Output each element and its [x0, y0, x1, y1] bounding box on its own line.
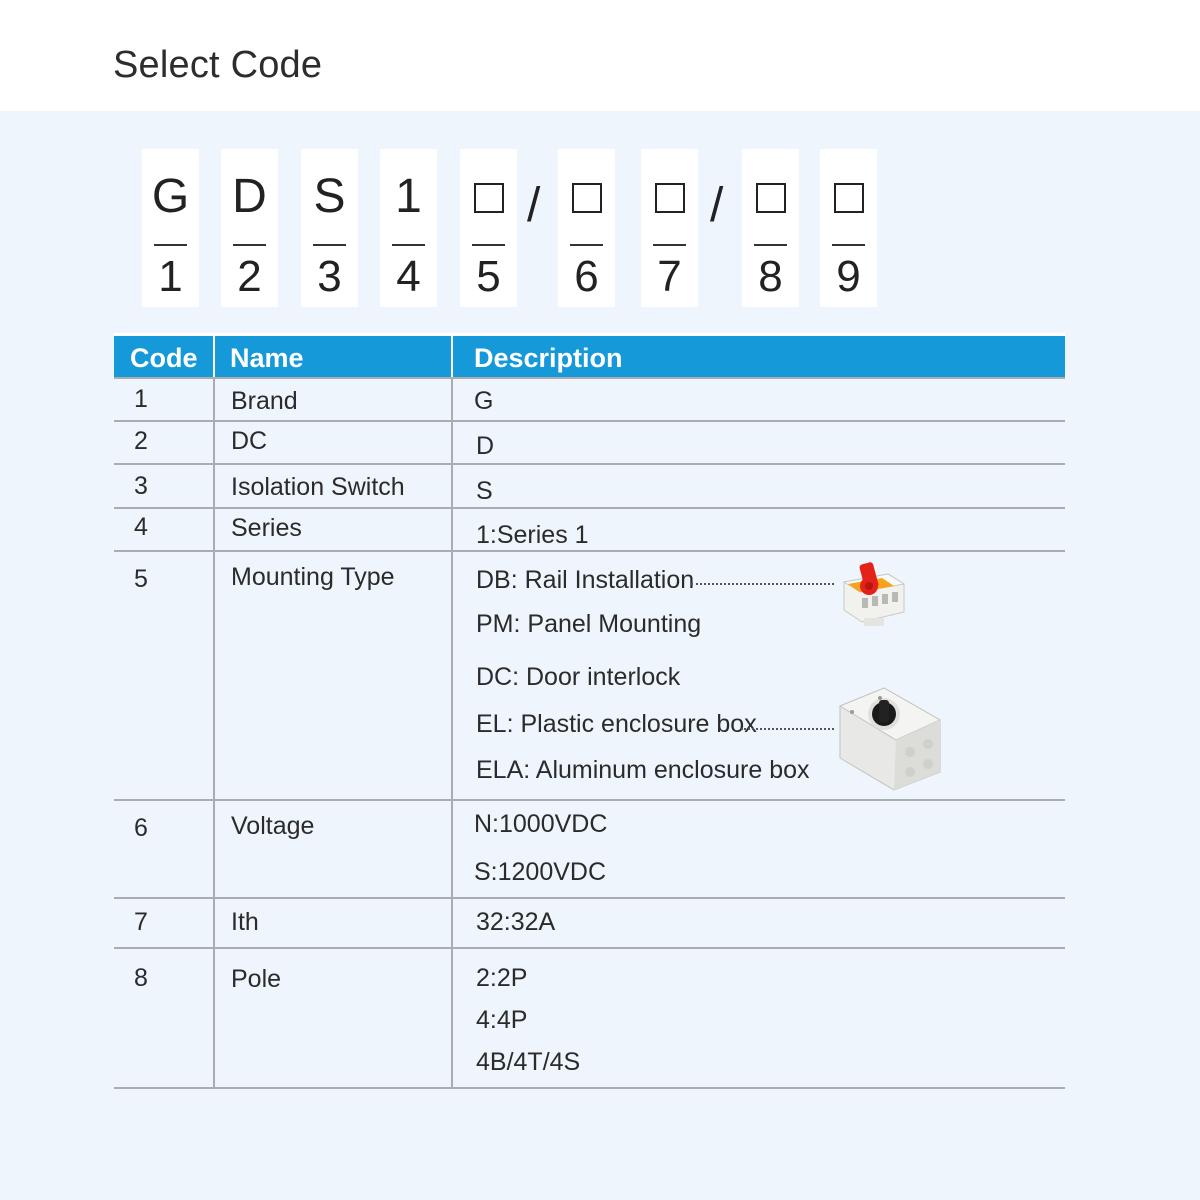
row-desc: 4B/4T/4S	[476, 1048, 581, 1076]
code-position: 3	[317, 252, 342, 301]
row-desc: N:1000VDC	[474, 810, 608, 838]
code-letter: G	[151, 170, 190, 223]
row-divider	[114, 799, 1065, 801]
row-desc: D	[476, 432, 495, 460]
row-code: 7	[134, 908, 148, 936]
row-name: Series	[231, 514, 302, 542]
row-desc: 4:4P	[476, 1006, 528, 1034]
code-letter: S	[313, 170, 346, 223]
page-title: Select Code	[113, 44, 323, 86]
code-box-6	[558, 149, 615, 307]
rail-isolator-switch-icon	[838, 560, 910, 630]
code-box-1	[142, 149, 199, 307]
column-divider	[451, 377, 453, 1088]
separator-slash: /	[527, 179, 541, 232]
row-code: 3	[134, 472, 148, 500]
code-box-7	[641, 149, 698, 307]
row-code: 8	[134, 964, 148, 992]
row-desc: 32:32A	[476, 908, 556, 936]
code-position: 9	[836, 252, 861, 301]
row-code: 4	[134, 513, 148, 541]
row-divider	[114, 550, 1065, 552]
row-desc: S	[476, 477, 493, 505]
row-divider	[114, 377, 1065, 379]
row-divider	[114, 507, 1065, 509]
row-name: Voltage	[231, 812, 315, 840]
code-box-8	[742, 149, 799, 307]
code-position: 8	[758, 252, 783, 301]
row-name: Pole	[231, 965, 282, 993]
table-header	[114, 333, 1065, 377]
code-box-2	[221, 149, 278, 307]
row-name: Ith	[231, 908, 259, 936]
row-code: 2	[134, 427, 148, 455]
row-desc: 1:Series 1	[476, 521, 589, 549]
row-divider	[114, 947, 1065, 949]
separator-slash: /	[710, 179, 724, 232]
row-desc: DB: Rail Installation	[476, 566, 695, 594]
column-divider	[213, 377, 215, 1088]
row-divider	[114, 897, 1065, 899]
header-name: Name	[230, 343, 304, 373]
row-desc: S:1200VDC	[474, 858, 607, 886]
row-divider	[114, 1087, 1065, 1089]
leader-line	[741, 728, 834, 730]
code-box-5	[460, 149, 517, 307]
placeholder-square-icon	[474, 183, 504, 213]
code-box-3	[301, 149, 358, 307]
row-desc: DC: Door interlock	[476, 663, 681, 691]
enclosure-isolator-switch-icon	[836, 684, 944, 792]
row-name: Isolation Switch	[231, 473, 405, 501]
row-code: 6	[134, 814, 148, 842]
code-position: 6	[574, 252, 599, 301]
code-position: 1	[158, 252, 183, 301]
row-desc: G	[474, 387, 494, 415]
code-box-9	[820, 149, 877, 307]
code-position: 7	[657, 252, 682, 301]
code-position: 5	[476, 252, 501, 301]
placeholder-square-icon	[756, 183, 786, 213]
placeholder-square-icon	[655, 183, 685, 213]
code-position: 4	[396, 252, 421, 301]
code-letter: D	[232, 170, 267, 223]
header-description: Description	[474, 343, 623, 373]
row-name: Mounting Type	[231, 563, 395, 591]
row-divider	[114, 420, 1065, 422]
placeholder-square-icon	[572, 183, 602, 213]
code-position: 2	[237, 252, 262, 301]
row-desc: ELA: Aluminum enclosure box	[476, 756, 810, 784]
code-letter: 1	[395, 170, 422, 223]
row-desc: PM: Panel Mounting	[476, 610, 702, 638]
header-code: Code	[130, 343, 198, 373]
row-code: 1	[134, 385, 148, 413]
row-desc: EL: Plastic enclosure box	[476, 710, 757, 738]
placeholder-square-icon	[834, 183, 864, 213]
leader-line	[691, 583, 834, 585]
row-desc: 2:2P	[476, 964, 528, 992]
row-name: Brand	[231, 387, 298, 415]
row-name: DC	[231, 427, 268, 455]
row-code: 5	[134, 565, 148, 593]
code-box-4	[380, 149, 437, 307]
row-divider	[114, 463, 1065, 465]
